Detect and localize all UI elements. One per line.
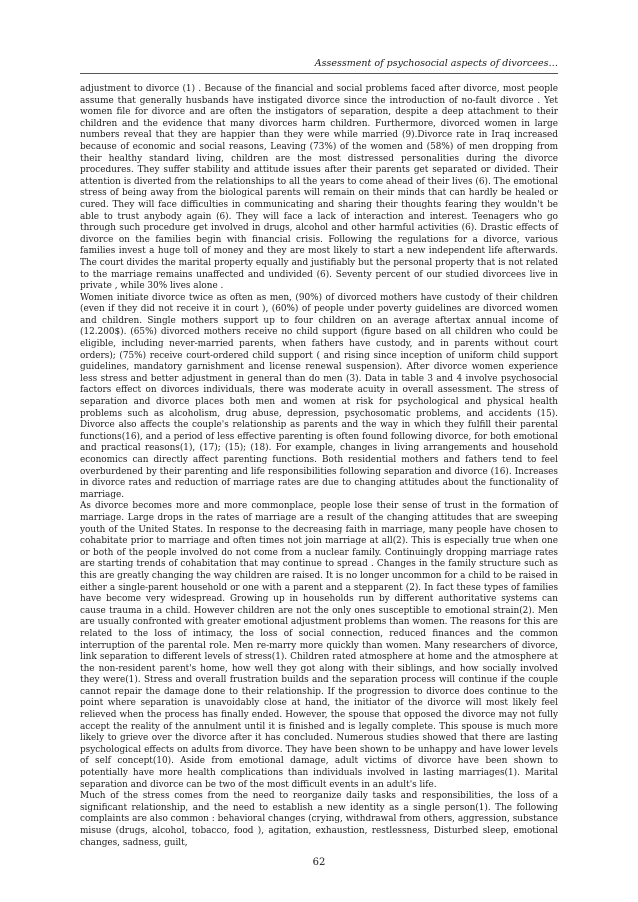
running-header: Assessment of psychosocial aspects of divorcees…: [80, 58, 558, 74]
paragraph: Much of the stress comes from the need to reorganize daily tasks and responsibilities, the loss of a significant relationship, and the need to establish a new identity as a single person(1). The following complaints are also common : behavioral changes (crying, withdrawal from others, aggression, substance misuse (drugs, alcohol, tobacco, food ), agitation, exhaustion, restlessness, Disturbed sleep, emotional changes, sadness, guilt,: [80, 791, 558, 848]
paragraph: Women initiate divorce twice as often as men, (90%) of divorced mothers have custody of their children (even if they did not receive it in court ), (60%) of people under poverty guidelines are divorced women and children. Single mothers support up to four children on an average aftertax annual income of (12.200$). (65%) divorced mothers receive no child support (figure based on all children who could be eligible, including never-married parents, when fathers have custody, and in parents without court orders); (75%) receive court-ordered child support ( and rising since inception of uniform child support guidelines, mandatory garnishment and license renewal suspension). After divorce women experience less stress and better adjustment in general than do men (3). Data in table 3 and 4 involve psychosocial factors effect on divorces individuals, there was moderate acuity in overall assessment. The stress of separation and divorce places both men and women at risk for psychological and physical health problems such as alcoholism, drug abuse, depression, psychosomatic problems, and accidents (15). Divorce also affects the couple's relationship as parents and the way in which they fulfill their parental functions(16), and a period of less effective parenting is often found following divorce, for both emotional and practical reasons(1), (17); (15); (18). For example, changes in living arrangements and household economics can directly affect parenting functions. Both residential mothers and fathers tend to feel overburdened by their parenting and life responsibilities following separation and divorce (16). Increases in divorce rates and reduction of marriage rates are due to changing attitudes about the functionality of marriage.: [80, 292, 558, 500]
body-text: [80, 84, 558, 849]
paragraph: adjustment to divorce (1) . Because of the financial and social problems faced after divorce, most people assume that generally husbands have instigated divorce since the introduction of no-fault divorce . Yet women file for divorce and are often the instigators of separation, despite a deep attachment to their children and the evidence that many divorces harm children. Furthermore, divorced women in large numbers reveal that they are happier than they were while married (9).Divorce rate in Iraq increased because of economic and social reasons, Leaving (73%) of the women and (58%) of men dropping from their healthy standard living, children are the most distressed personalities during the divorce procedures. They suffer stability and attitude issues after their parents get separated or divided. Their attention is diverted from the relationships to all the years to come ahead of their lives (6). The emotional stress of being away from the biological parents will remain on their minds that can hardly be healed or cured. They will face difficulties in communicating and sharing their thoughts fearing they wouldn't be able to trust anybody again (6). They will face a lack of interaction and interest. Teenagers who go through such procedure get involved in drugs, alcohol and other harmful activities (6). Drastic effects of divorce on the families begin with financial crisis. Following the regulations for a divorce, various families invest a huge toll of money and they are most likely to start a new independent life afterwards. The court divides the marital property equally and justifiably but the personal property that is not related to the marriage remains unaffected and undivided (6). Seventy percent of our studied divorcees live in private , while 30% lives alone .: [80, 84, 558, 292]
page-number: 62: [312, 857, 326, 868]
paragraph: As divorce becomes more and more commonplace, people lose their sense of trust in the formation of marriage. Large drops in the rates of marriage are a result of the changing attitudes that are sweeping youth of the United States. In response to the decreasing faith in marriage, many people have chosen to cohabitate prior to marriage and often times not join marriage at all(2). This is especially true when one or both of the people involved do not come from a nuclear family. Continuingly dropping marriage rates are starting trends of cohabitation that may continue to spread . Changes in the family structure such as this are greatly changing the way children are raised. It is no longer uncommon for a child to be raised in either a single-parent household or one with a parent and a stepparent (2). In fact these types of families have become very widespread. Growing up in households run by different authoritative systems can cause trauma in a child. However children are not the only ones susceptible to emotional strain(2). Men are usually confronted with greater emotional adjustment problems than women. The reasons for this are related to the loss of intimacy, the loss of social connection, reduced finances and the common interruption of the parental role. Men re-marry more quickly than women. Many researchers of divorce, link separation to different levels of stress(1). Children rated atmosphere at home and the atmosphere at the non-resident parent's home, how well they got along with their siblings, and how socially involved they were(1). Stress and overall frustration builds and the separation process will continue if the couple cannot repair the damage done to their relationship. If the progression to divorce does continue to the point where separation is unavoidably close at hand, the initiator of the divorce will most likely feel relieved when the process has finally ended. However, the spouse that opposed the divorce may not fully accept the reality of the annulment until it is finished and is legally complete. This spouse is much more likely to grieve over the divorce after it has concluded. Numerous studies showed that there are lasting psychological effects on adults from divorce. They have been shown to be unhappy and have lower levels of self concept(10). Aside from emotional damage, adult victims of divorce have been shown to potentially have more health complications than individuals involved in lasting marriages(1). Marital separation and divorce can be two of the most difficult events in an adult's life.: [80, 501, 558, 790]
